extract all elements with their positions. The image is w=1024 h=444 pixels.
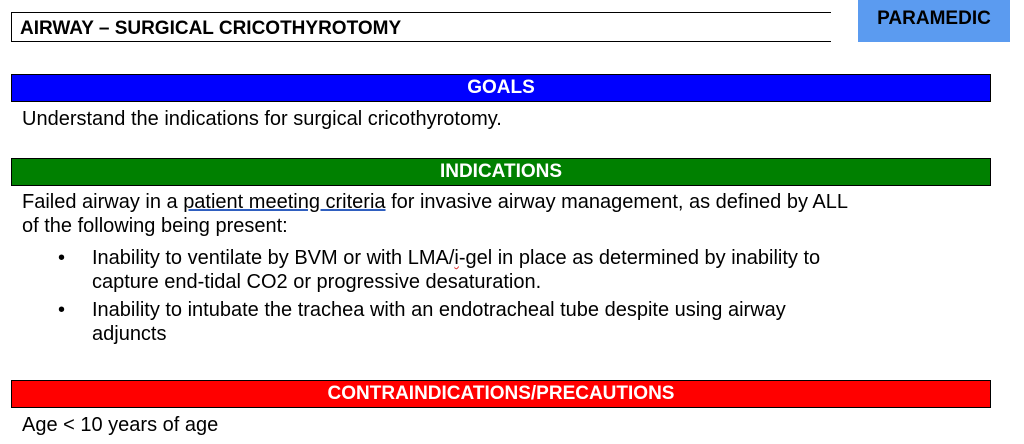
bullet-1-line1-start: Inability to ventilate by BVM or with LMA/ [92, 247, 455, 269]
document-title-box [11, 12, 831, 42]
bullet-icon: • [58, 247, 66, 269]
bullet-2-line1: Inability to intubate the trachea with an endotracheal tube despite using airway [92, 299, 786, 321]
indications-section-header: INDICATIONS [11, 158, 991, 186]
spellcheck-flag: i [454, 247, 459, 269]
list-item [22, 246, 952, 294]
contraindications-section-header: CONTRAINDICATIONS/PRECAUTIONS [11, 380, 991, 408]
indications-intro-end: for invasive airway management, as defined by ALL [385, 191, 848, 213]
goals-text: Understand the indications for surgical cricothyrotomy. [22, 108, 502, 130]
contraindications-text: Age < 10 years of age [22, 414, 219, 436]
bullet-1-line1-end: -gel in place as determined by inability to [458, 247, 821, 269]
patient-criteria-link[interactable]: patient meeting criteria [183, 191, 386, 213]
indications-list [22, 246, 952, 350]
list-item [22, 298, 952, 346]
level-badge-label: PARAMEDIC [877, 8, 991, 29]
bullet-icon: • [58, 299, 66, 321]
bullet-1-line2: capture end-tidal CO2 or progressive desaturation. [92, 271, 542, 293]
bullet-2-line2: adjuncts [92, 323, 167, 345]
goals-section-header: GOALS [11, 74, 991, 102]
level-badge [858, 0, 1010, 42]
document-title: AIRWAY – SURGICAL CRICOTHYROTOMY [20, 18, 402, 39]
indications-intro-line2: of the following being present: [22, 215, 288, 237]
indications-intro-start: Failed airway in a [22, 191, 184, 213]
indications-intro [22, 190, 848, 238]
